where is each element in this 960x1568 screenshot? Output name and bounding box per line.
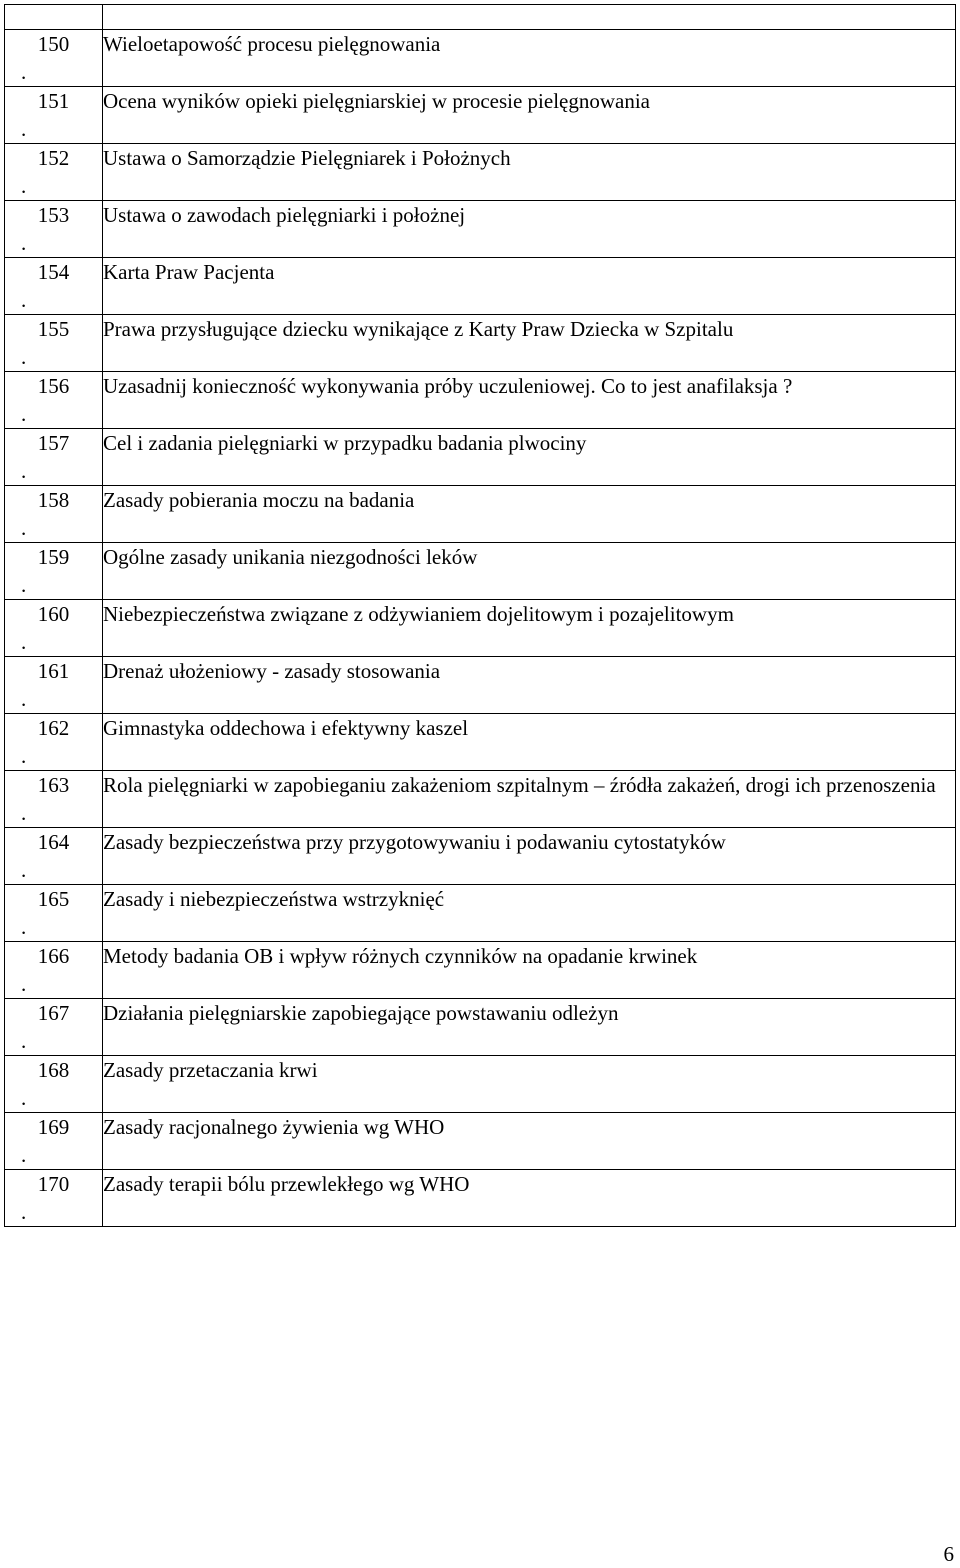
- table-row: [5, 1056, 956, 1113]
- row-number-dot: .: [21, 1029, 27, 1053]
- row-number: 159: [37, 545, 70, 569]
- table-row: [5, 30, 956, 87]
- table-row: [5, 144, 956, 201]
- row-number-dot: .: [21, 630, 27, 654]
- row-number-cell: [5, 771, 103, 828]
- table-row: [5, 1113, 956, 1170]
- row-number: 164: [37, 830, 70, 854]
- table-row: [5, 600, 956, 657]
- row-number-dot: .: [21, 573, 27, 597]
- table-row: [5, 942, 956, 999]
- row-topic: Ogólne zasady unikania niezgodności leków: [103, 543, 956, 600]
- row-number: 156: [37, 374, 70, 398]
- row-number: 153: [37, 203, 70, 227]
- table-row: [5, 771, 956, 828]
- row-number-dot: .: [21, 972, 27, 996]
- row-number: 160: [37, 602, 70, 626]
- table-row: [5, 201, 956, 258]
- row-number: 170: [37, 1172, 70, 1196]
- row-number-dot: .: [21, 1086, 27, 1110]
- table-row: [5, 885, 956, 942]
- row-number-cell: [5, 657, 103, 714]
- questions-table: [4, 4, 956, 1227]
- row-number-cell: [5, 885, 103, 942]
- table-row: [5, 429, 956, 486]
- row-topic: Niebezpieczeństwa związane z odżywianiem dojelitowym i pozajelitowym: [103, 600, 956, 657]
- row-topic: Uzasadnij konieczność wykonywania próby uczuleniowej. Co to jest anafilaksja ?: [103, 372, 956, 429]
- row-number-cell: [5, 1113, 103, 1170]
- table-row: [5, 999, 956, 1056]
- row-number: 165: [37, 887, 70, 911]
- row-number-cell: [5, 201, 103, 258]
- row-number-dot: .: [21, 402, 27, 426]
- row-number: 154: [37, 260, 70, 284]
- row-number: 158: [37, 488, 70, 512]
- page-number: 6: [943, 1542, 954, 1566]
- row-number-cell: [5, 999, 103, 1056]
- row-number-cell: [5, 942, 103, 999]
- header-cell-number: [5, 5, 103, 30]
- row-topic: Gimnastyka oddechowa i efektywny kaszel: [103, 714, 956, 771]
- row-number-dot: .: [21, 915, 27, 939]
- row-number-cell: [5, 372, 103, 429]
- row-topic: Cel i zadania pielęgniarki w przypadku badania plwociny: [103, 429, 956, 486]
- table-header-row: [5, 5, 956, 30]
- row-topic: Metody badania OB i wpływ różnych czynników na opadanie krwinek: [103, 942, 956, 999]
- row-number: 150: [37, 32, 70, 56]
- row-topic: Ustawa o zawodach pielęgniarki i położnej: [103, 201, 956, 258]
- row-number-dot: .: [21, 174, 27, 198]
- row-topic: Zasady terapii bólu przewlekłego wg WHO: [103, 1170, 956, 1227]
- row-number: 167: [37, 1001, 70, 1025]
- row-topic: Karta Praw Pacjenta: [103, 258, 956, 315]
- row-topic: Ustawa o Samorządzie Pielęgniarek i Położnych: [103, 144, 956, 201]
- table-row: [5, 714, 956, 771]
- row-number-cell: [5, 144, 103, 201]
- row-topic: Zasady racjonalnego żywienia wg WHO: [103, 1113, 956, 1170]
- row-topic: Ocena wyników opieki pielęgniarskiej w procesie pielęgnowania: [103, 87, 956, 144]
- row-number: 169: [37, 1115, 70, 1139]
- row-number: 161: [37, 659, 70, 683]
- row-number-cell: [5, 87, 103, 144]
- row-number-dot: .: [21, 687, 27, 711]
- row-number-dot: .: [21, 858, 27, 882]
- table-row: [5, 372, 956, 429]
- table-row: [5, 87, 956, 144]
- row-number: 155: [37, 317, 70, 341]
- row-topic: Drenaż ułożeniowy - zasady stosowania: [103, 657, 956, 714]
- table-row: [5, 258, 956, 315]
- row-number-cell: [5, 828, 103, 885]
- row-number: 151: [37, 89, 70, 113]
- row-topic: Rola pielęgniarki w zapobieganiu zakażeniom szpitalnym – źródła zakażeń, drogi ich przenoszenia: [103, 771, 956, 828]
- row-number-dot: .: [21, 231, 27, 255]
- row-number-cell: [5, 30, 103, 87]
- row-number: 162: [37, 716, 70, 740]
- row-topic: Zasady i niebezpieczeństwa wstrzyknięć: [103, 885, 956, 942]
- row-number: 166: [37, 944, 70, 968]
- row-topic: Wieloetapowość procesu pielęgnowania: [103, 30, 956, 87]
- table-row: [5, 543, 956, 600]
- row-number-dot: .: [21, 801, 27, 825]
- row-number-dot: .: [21, 1143, 27, 1167]
- row-topic: Prawa przysługujące dziecku wynikające z Karty Praw Dziecka w Szpitalu: [103, 315, 956, 372]
- row-number-cell: [5, 600, 103, 657]
- row-number-cell: [5, 486, 103, 543]
- row-topic: Działania pielęgniarskie zapobiegające powstawaniu odleżyn: [103, 999, 956, 1056]
- row-number-dot: .: [21, 345, 27, 369]
- header-cell-topic: [103, 5, 956, 30]
- table-row: [5, 486, 956, 543]
- row-number-dot: .: [21, 1200, 27, 1224]
- row-number-dot: .: [21, 60, 27, 84]
- row-topic: Zasady pobierania moczu na badania: [103, 486, 956, 543]
- row-number: 157: [37, 431, 70, 455]
- table-row: [5, 657, 956, 714]
- row-number-cell: [5, 1170, 103, 1227]
- row-number-dot: .: [21, 744, 27, 768]
- row-number: 168: [37, 1058, 70, 1082]
- row-number-cell: [5, 714, 103, 771]
- row-number-dot: .: [21, 288, 27, 312]
- row-topic: Zasady przetaczania krwi: [103, 1056, 956, 1113]
- row-number: 152: [37, 146, 70, 170]
- row-number-dot: .: [21, 459, 27, 483]
- row-number: 163: [37, 773, 70, 797]
- row-topic: Zasady bezpieczeństwa przy przygotowywaniu i podawaniu cytostatyków: [103, 828, 956, 885]
- row-number-cell: [5, 429, 103, 486]
- table-row: [5, 1170, 956, 1227]
- row-number-cell: [5, 543, 103, 600]
- row-number-cell: [5, 258, 103, 315]
- row-number-dot: .: [21, 516, 27, 540]
- row-number-cell: [5, 1056, 103, 1113]
- table-row: [5, 315, 956, 372]
- row-number-cell: [5, 315, 103, 372]
- row-number-dot: .: [21, 117, 27, 141]
- table-row: [5, 828, 956, 885]
